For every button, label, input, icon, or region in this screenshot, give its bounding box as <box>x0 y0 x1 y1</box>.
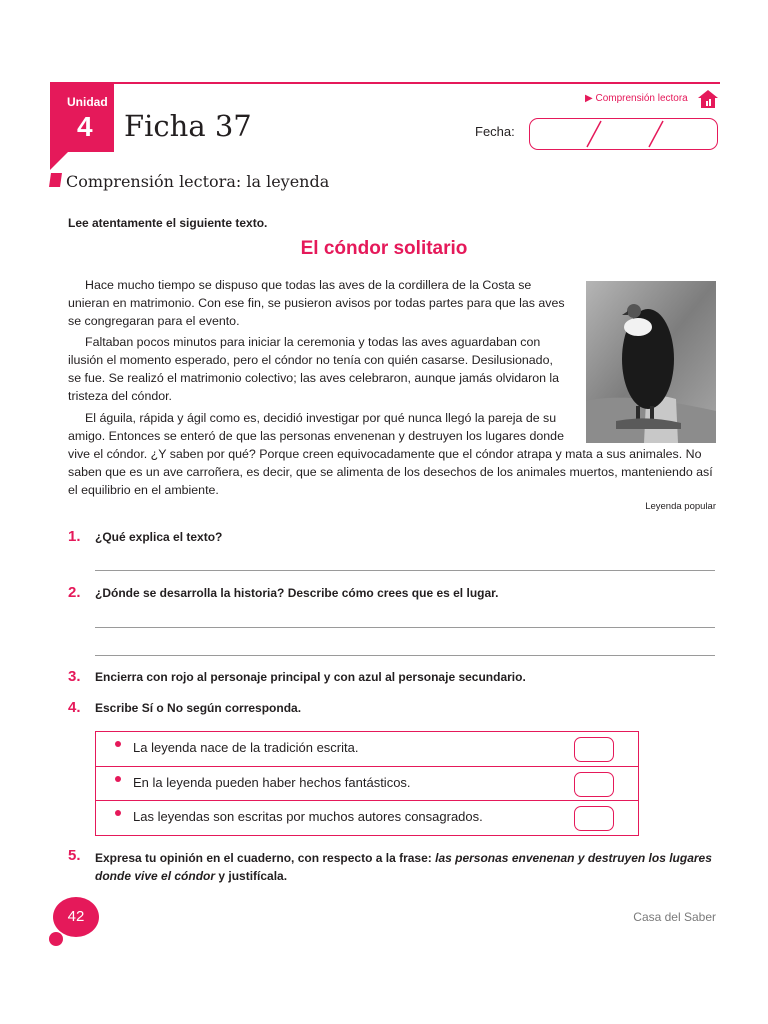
question-number-3: 3. <box>68 668 81 685</box>
story-paragraph-2: Faltaban pocos minutos para iniciar la ceremonia y todas las aves aguardaban con ilusión el momento esperado, pero el cóndor no tenía con quién casarse. Desilusionado, se fue. Se realizó el matrimonio colectivo; las aves celebraron, aunque jamás olvidaron la tristeza del cóndor. <box>68 335 560 403</box>
answer-box[interactable] <box>574 806 614 831</box>
unit-number: 4 <box>77 111 93 142</box>
condor-photo <box>586 281 716 443</box>
story-title: El cóndor solitario <box>300 238 468 259</box>
bullet-icon <box>115 741 121 747</box>
answer-line-2a[interactable] <box>95 627 715 628</box>
publisher-name: Casa del Saber <box>633 910 716 924</box>
answer-box[interactable] <box>574 737 614 762</box>
ficha-title: Ficha 37 <box>124 109 252 143</box>
story-paragraph-1: Hace mucho tiempo se dispuso que todas las aves de la cordillera de la Costa se unieran en matrimonio. Con ese fin, se pusieron avisos por todas partes para que las aves se congregaran para el evento. <box>68 278 565 328</box>
statement-row <box>96 732 638 766</box>
question-number-4: 4. <box>68 699 81 716</box>
bullet-icon <box>115 776 121 782</box>
statement-text: La leyenda nace de la tradición escrita. <box>133 740 359 755</box>
fecha-label: Fecha: <box>475 124 515 139</box>
story-paragraph-3-text: El águila, rápida y ágil como es, decidió investigar por qué nunca llegó la pareja de su amigo. Entonces se enteró de que las personas envenenan y destruyen los lugares donde vive el cóndor. ¿Y saben por qué? Porque creen equivocadamente que el cóndor atrapa y mata a sus animales. No saben que es un ave carroñera, es decir, que se alimenta de los desechos de los animales muertos, manteniendo así el equilibrio en el ambiente. <box>68 411 713 497</box>
question-text-3: Encierra con rojo al personaje principal y con azul al personaje secundario. <box>95 670 526 684</box>
bullet-icon <box>115 810 121 816</box>
unit-label: Unidad <box>67 95 108 109</box>
section-tag-label: Comprensión lectora <box>595 93 688 104</box>
question-5-after: y justifícala. <box>215 869 288 883</box>
question-number-5: 5. <box>68 847 81 864</box>
answer-line-1[interactable] <box>95 570 715 571</box>
question-number-2: 2. <box>68 584 81 601</box>
statement-row <box>96 766 638 801</box>
statement-text: Las leyendas son escritas por muchos autores consagrados. <box>133 809 483 824</box>
true-false-table <box>95 731 639 836</box>
section-tag: ▶ Comprensión lectora <box>585 93 688 104</box>
instruction: Lee atentamente el siguiente texto. <box>68 216 268 230</box>
question-text-2: ¿Dónde se desarrolla la historia? Describe cómo crees que es el lugar. <box>95 586 499 600</box>
page-number: 42 <box>67 908 85 925</box>
unit-tab-corner <box>50 152 68 170</box>
question-number-1: 1. <box>68 528 81 545</box>
statement-row <box>96 800 638 835</box>
question-text-1: ¿Qué explica el texto? <box>95 530 223 544</box>
subtitle-marker <box>49 173 62 187</box>
statement-text: En la leyenda pueden haber hechos fantásticos. <box>133 775 411 790</box>
fecha-separators <box>529 118 718 150</box>
house-icon <box>696 88 720 110</box>
story-source: Leyenda popular <box>645 501 716 512</box>
section-subtitle: Comprensión lectora: la leyenda <box>66 172 330 191</box>
page-number-dot <box>49 932 63 946</box>
answer-box[interactable] <box>574 772 614 797</box>
question-5-quote: las personas envenenan y destruyen los lugares donde vive el cóndor <box>95 851 712 883</box>
question-text-5 <box>95 849 717 885</box>
answer-line-2b[interactable] <box>95 655 715 656</box>
header-rule <box>50 82 720 84</box>
question-text-4: Escribe Sí o No según corresponda. <box>95 701 302 715</box>
question-5-before: Expresa tu opinión en el cuaderno, con respecto a la frase: <box>95 851 436 865</box>
